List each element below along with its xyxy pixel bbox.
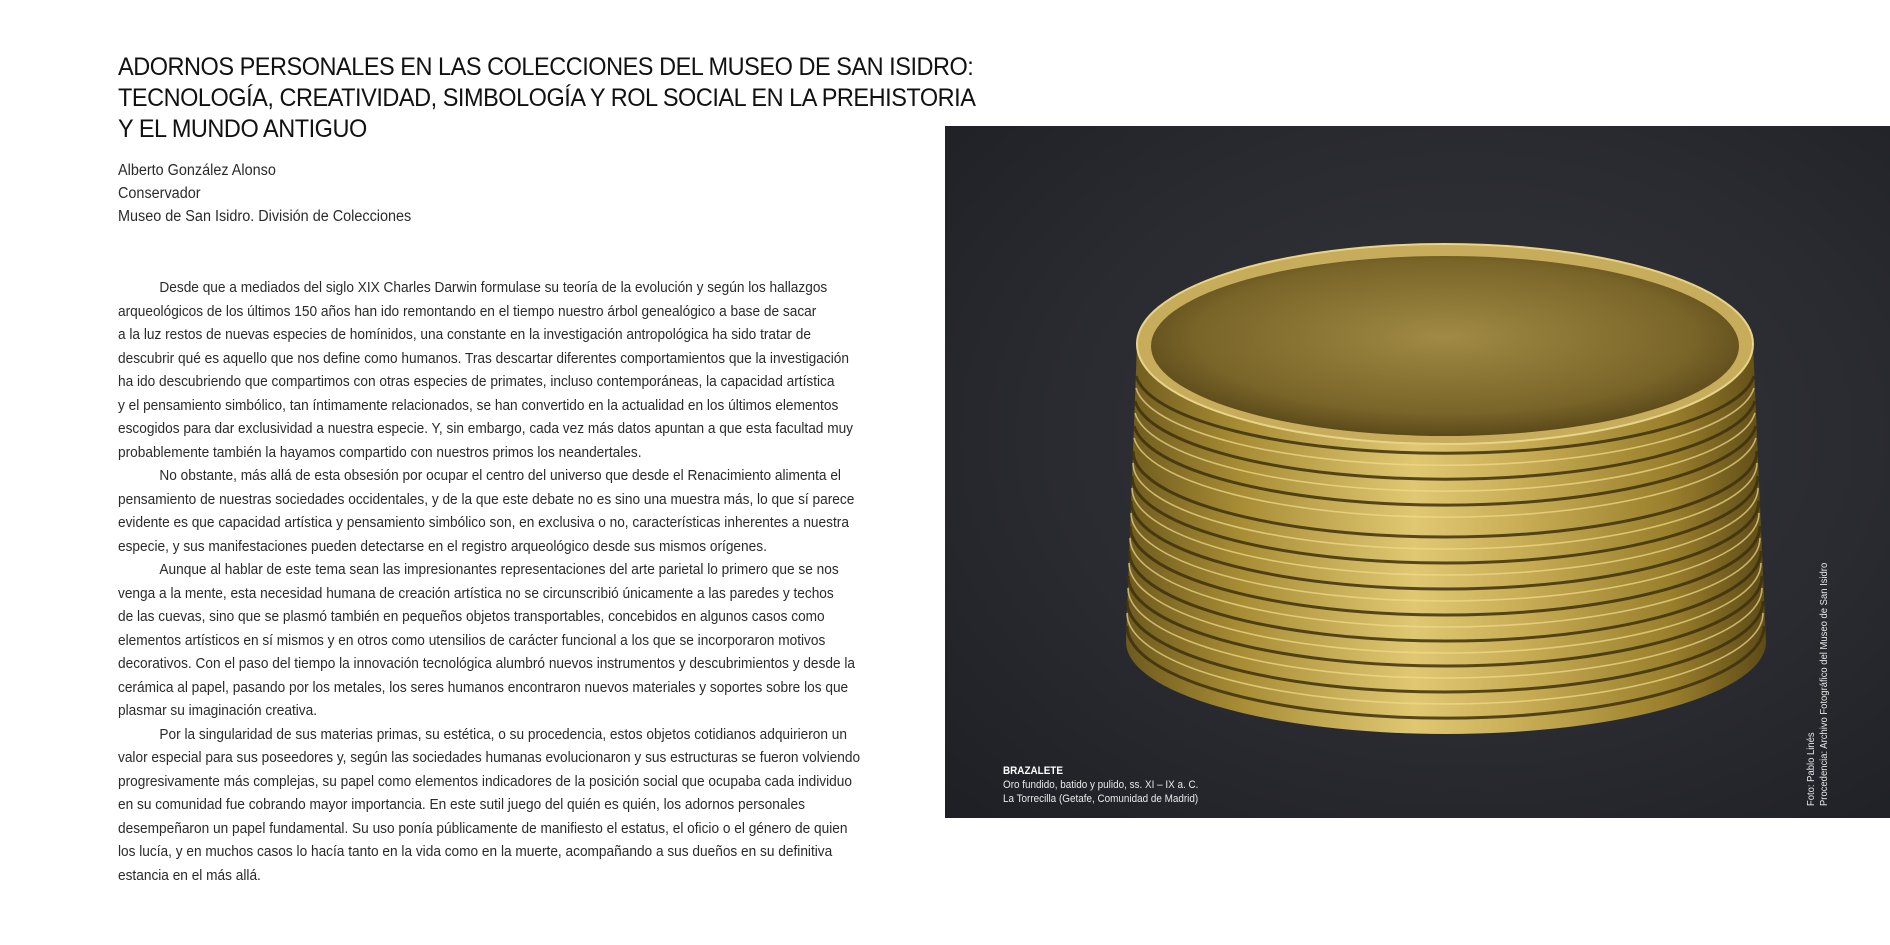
body-line: escogidos para dar exclusividad a nuestra especie. Y, sin embargo, cada vez más datos apuntan a que esta facultad muy <box>118 420 854 437</box>
title-line: ADORNOS PERSONALES EN LAS COLECCIONES DEL MUSEO DE SAN ISIDRO: <box>118 53 974 81</box>
article-body <box>118 276 878 887</box>
caption-title: BRAZALETE <box>1003 765 1063 777</box>
body-line: los lucía, y en muchos casos lo hacía tanto en la vida como en la muerte, acompañando a sus dueños en su definitiva <box>118 843 833 860</box>
body-line: elementos artísticos en sí mismos y en otros como utensilios de carácter funcional a los que se incorporaron motivos <box>118 631 826 649</box>
text-column <box>118 52 976 887</box>
author-name: Alberto González Alonso <box>118 162 276 179</box>
body-line: progresivamente más complejas, su papel como elementos indicadores de la posición social que ocupaba cada individuo <box>118 772 852 790</box>
photo-credit <box>1805 536 1831 806</box>
author-role: Conservador <box>118 185 201 202</box>
body-line: a la luz restos de nuevas especies de homínidos, una constante en la investigación antropológica ha sido tratar de <box>118 326 811 343</box>
body-line: No obstante, más allá de esta obsesión por ocupar el centro del universo que desde el Renacimiento alimenta el <box>159 467 841 484</box>
body-line: Por la singularidad de sus materias primas, su estética, o su procedencia, estos objetos cotidianos adquirieron un <box>159 725 848 743</box>
body-line: plasmar su imaginación creativa. <box>118 702 318 719</box>
credit-source: Procedencia: Archivo Fotográfico del Museo de San Isidro <box>1818 562 1830 806</box>
title-line: Y EL MUNDO ANTIGUO <box>118 115 367 143</box>
body-line: pensamiento de nuestras sociedades occidentales, y de la que este debate no es sino una muestra más, lo que sí parece <box>118 490 855 508</box>
body-line: de las cuevas, sino que se plasmó también en pequeños objetos transportables, concebidos en algunos casos como <box>118 608 825 625</box>
title-line: TECNOLOGÍA, CREATIVIDAD, SIMBOLOGÍA Y ROL SOCIAL EN LA PREHISTORIA <box>118 84 976 112</box>
byline <box>118 159 878 228</box>
body-line: venga a la mente, esta necesidad humana de creación artística no se circunscribió únicamente a las paredes y techos <box>118 584 834 602</box>
body-line: valor especial para sus poseedores y, según las sociedades humanas evolucionaron y sus estructuras se fueron volviendo <box>118 749 861 766</box>
body-line: Desde que a mediados del siglo XIX Charles Darwin formulase su teoría de la evolución y según los hallazgos <box>159 279 828 296</box>
author-affiliation: Museo de San Isidro. División de Colecciones <box>118 208 412 225</box>
body-line: cerámica al papel, pasando por los metales, los seres humanos encontraron nuevos materiales y soportes sobre los que <box>118 678 849 696</box>
caption-description: Oro fundido, batido y pulido, ss. XI – IX a. C. <box>1003 779 1199 791</box>
body-line: desempeñaron un papel fundamental. Su uso ponía públicamente de manifiesto el estatus, el oficio o el género de quien <box>118 819 848 837</box>
bracelet-photo <box>945 126 1890 818</box>
body-line: evidente es que capacidad artística y pensamiento simbólico son, en exclusiva o no, características inherentes a nuestra <box>118 514 849 531</box>
gold-bracelet-illustration <box>945 126 1890 818</box>
body-line: decorativos. Con el paso del tiempo la innovación tecnológica alumbró nuevos instrumentos y descubrimientos y desde la <box>118 655 856 672</box>
credit-photographer: Foto: Pablo Linés <box>1805 732 1817 806</box>
body-line: en su comunidad fue cobrando mayor importancia. En este sutil juego del quién es quién, los adornos personales <box>118 796 805 813</box>
body-line: descubrir qué es aquello que nos define como humanos. Tras descartar diferentes comportamientos que la investigación <box>118 349 849 367</box>
body-line: arqueológicos de los últimos 150 años han ido remontando en el tiempo nuestro árbol genealógico a base de sacar <box>118 302 817 320</box>
body-line: Aunque al hablar de este tema sean las impresionantes representaciones del arte parietal lo primero que se nos <box>159 561 839 578</box>
body-line: y el pensamiento simbólico, tan íntimamente relacionados, se han convertido en la actualidad en los últimos elementos <box>118 396 839 414</box>
caption-provenance: La Torrecilla (Getafe, Comunidad de Madrid) <box>1003 793 1199 805</box>
body-line: probablemente también la hayamos compartido con nuestros primos los neandertales. <box>118 443 642 461</box>
body-line: especie, y sus manifestaciones pueden detectarse en el registro arqueológico desde sus mismos orígenes. <box>118 537 767 555</box>
article-title <box>118 52 976 145</box>
body-line: estancia en el más allá. <box>118 866 261 884</box>
body-line: ha ido descubriendo que compartimos con otras especies de primates, incluso contemporáneas, la capacidad artística <box>118 373 835 390</box>
photo-caption <box>1003 764 1220 806</box>
